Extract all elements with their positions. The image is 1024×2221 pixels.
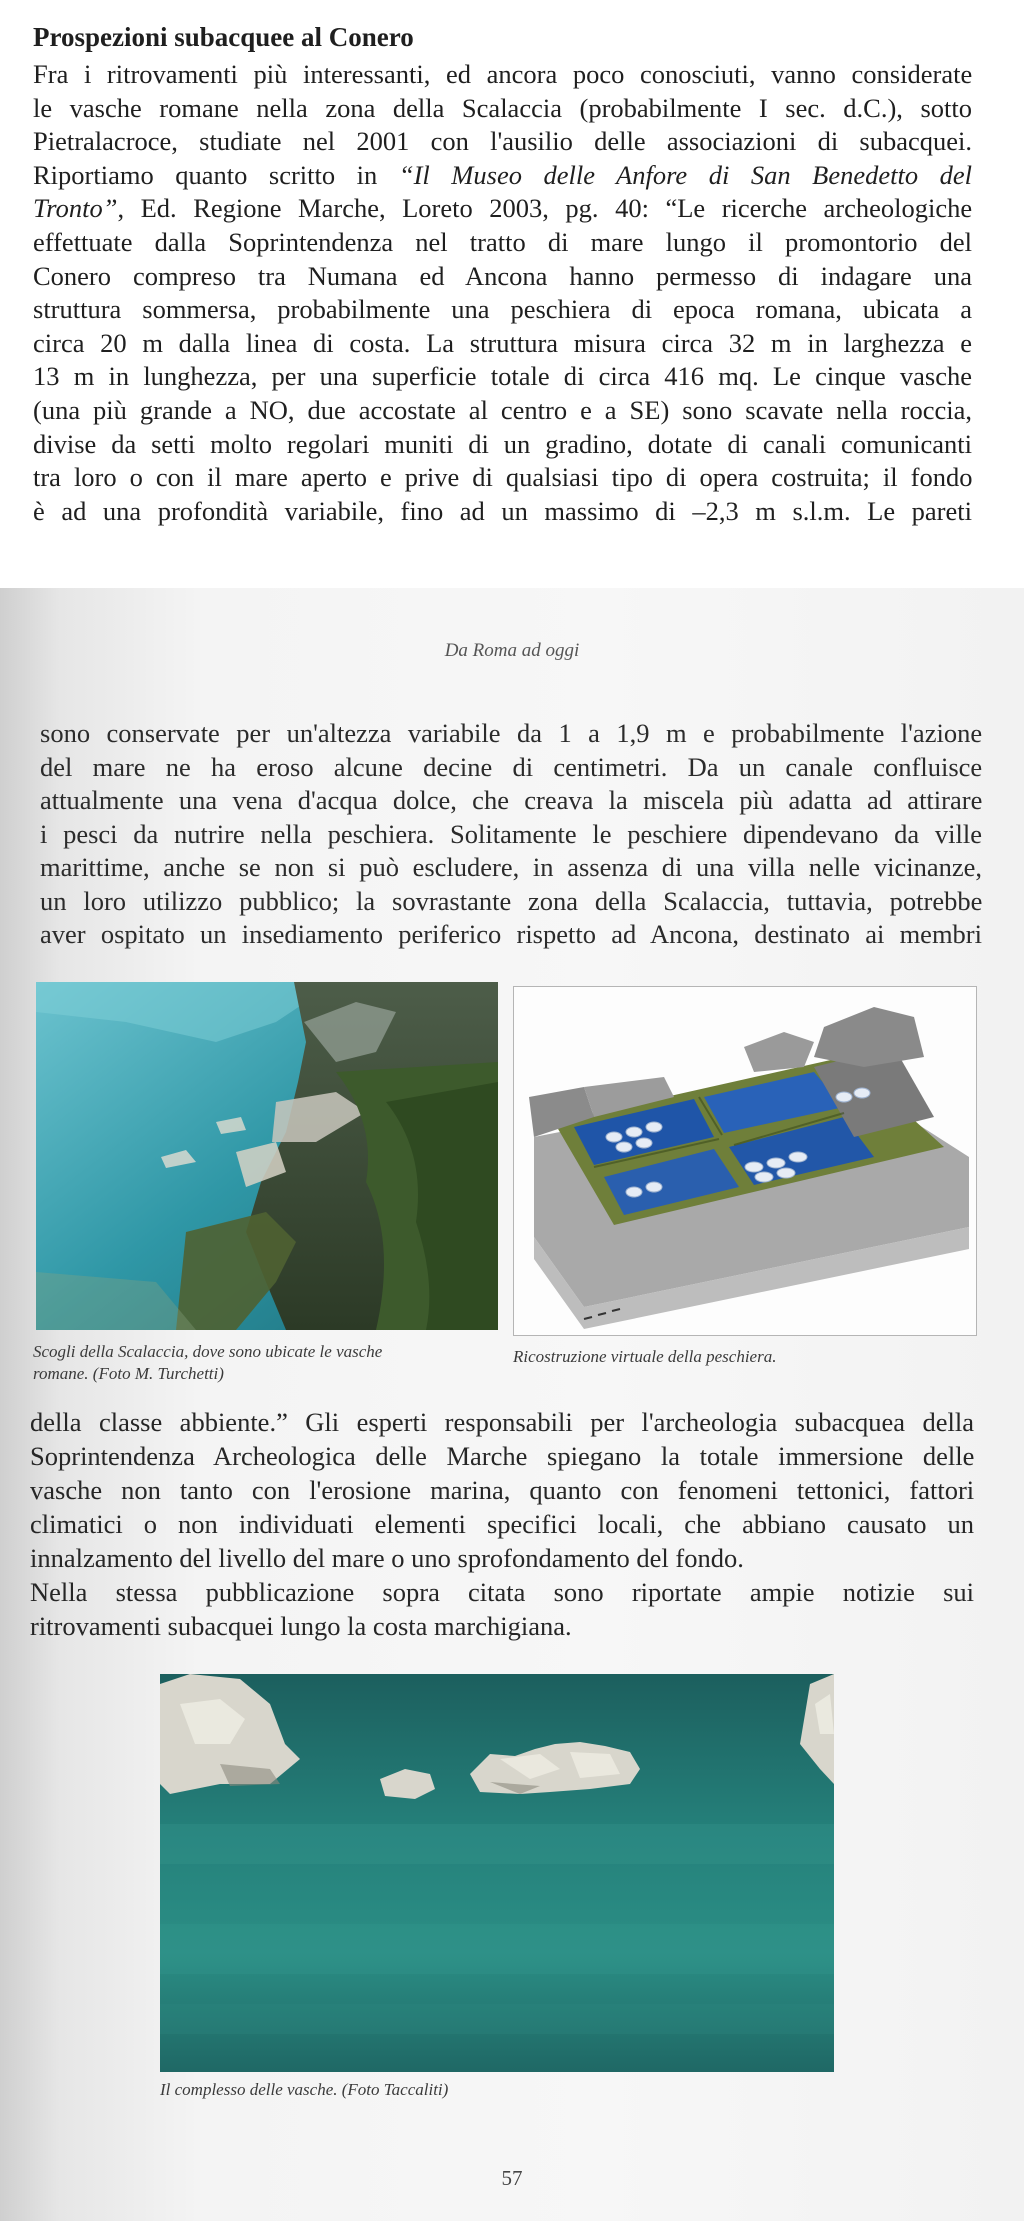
text-line: tra loro o con il mare aperto e prive di qualsiasi tipo di opera costruita; il fondo: [33, 462, 973, 493]
text-line: (una più grande a NO, due accostate al centro e a SE) sono scavate nella roccia,: [33, 394, 972, 425]
section-heading: Prospezioni subacquee al Conero: [33, 22, 414, 52]
text-line: Conero compreso tra Numana ed Ancona hanno permesso di indagare una: [33, 260, 972, 291]
page-number: 57: [501, 2166, 523, 2190]
tanks-illustration: [160, 1674, 834, 2072]
book-title-fragment: Tronto”: [33, 193, 118, 224]
reconstruction-illustration: [514, 987, 976, 1335]
text-line: vasche non tanto con l'erosione marina, quanto con fenomeni tettonici, fattori: [30, 1475, 975, 1505]
text-line: 13 m in lunghezza, per una superficie totale di circa 416 mq. Le cinque vasche: [33, 361, 972, 392]
paragraph-1: [33, 58, 972, 528]
book-title-fragment: “Il Museo delle Anfore di San Benedetto del: [398, 159, 973, 190]
caption-tanks: Il complesso delle vasche. (Foto Taccaliti): [160, 2080, 449, 2099]
text-line: Soprintendenza Archeologica delle Marche spiegano la totale immersione delle: [30, 1441, 975, 1471]
text-line: divise da setti molto regolari muniti di un gradino, dotate di canali comunicanti: [33, 428, 972, 459]
text-fragment: , Ed. Regione Marche, Loreto 2003, pg. 40: “Le ricerche archeologiche: [117, 193, 973, 224]
caption-virtual: Ricostruzione virtuale della peschiera.: [513, 1347, 777, 1366]
paragraph-2: [40, 717, 982, 952]
text-fragment: Riportiamo quanto scritto in: [33, 159, 399, 190]
text-line: sono conservate per un'altezza variabile da 1 a 1,9 m e probabilmente l'azione: [40, 718, 983, 748]
text-line: Pietralacroce, studiate nel 2001 con l'ausilio delle associazioni di subacquei.: [33, 126, 972, 157]
text-line: della classe abbiente.” Gli esperti responsabili per l'archeologia subacquea della: [30, 1407, 974, 1437]
text-line: un loro utilizzo pubblico; la sovrastante zona della Scalaccia, tuttavia, potrebbe: [40, 885, 983, 916]
text-line: [33, 159, 972, 193]
tanks-photo: [160, 1674, 834, 2072]
caption-cliffs: [33, 1341, 503, 1385]
text-line: effettuate dalla Soprintendenza nel tratto di mare lungo il promontorio del: [33, 226, 972, 257]
text-line: ritrovamenti subacquei lungo la costa marchigiana.: [30, 1611, 572, 1641]
text-line: circa 20 m dalla linea di costa. La struttura misura circa 32 m in larghezza e: [33, 327, 973, 358]
text-line: Nella stessa pubblicazione sopra citata sono riportate ampie notizie sui: [30, 1577, 974, 1607]
text-line: struttura sommersa, probabilmente una peschiera di epoca romana, ubicata a: [33, 294, 972, 325]
text-line: marittime, anche se non si può escludere, in assenza di una villa nelle vicinanze,: [40, 852, 982, 882]
text-line: è ad una profondità variabile, fino ad un massimo di –2,3 m s.l.m. Le pareti: [33, 495, 972, 526]
text-line: del mare ne ha eroso alcune decine di centimetri. Da un canale confluisce: [40, 751, 983, 782]
caption-line: Scogli della Scalaccia, dove sono ubicate le vasche: [33, 1342, 383, 1361]
running-header: Da Roma ad oggi: [444, 640, 580, 661]
text-line: i pesci da nutrire nella peschiera. Solitamente le peschiere dipendevano da ville: [40, 818, 982, 849]
text-line: aver ospitato un insediamento periferico rispetto ad Ancona, destinato ai membri: [40, 919, 982, 949]
cliffs-photo: [36, 982, 498, 1330]
text-line: le vasche romane nella zona della Scalaccia (probabilmente I sec. d.C.), sotto: [33, 92, 972, 123]
text-line: climatici o non individuati elementi specifici locali, che abbiano causato un: [30, 1509, 974, 1539]
cliffs-illustration: [36, 982, 498, 1330]
paragraph-3: [30, 1405, 974, 1643]
text-line: [33, 192, 972, 226]
text-line: innalzamento del livello del mare o uno sprofondamento del fondo.: [30, 1543, 744, 1573]
text-line: attualmente una vena d'acqua dolce, che creava la miscela più adatta ad attirare: [40, 785, 983, 815]
text-line: Fra i ritrovamenti più interessanti, ed ancora poco conosciuti, vanno considerate: [33, 59, 973, 89]
caption-line: romane. (Foto M. Turchetti): [33, 1364, 224, 1383]
virtual-reconstruction-image: [513, 986, 977, 1336]
